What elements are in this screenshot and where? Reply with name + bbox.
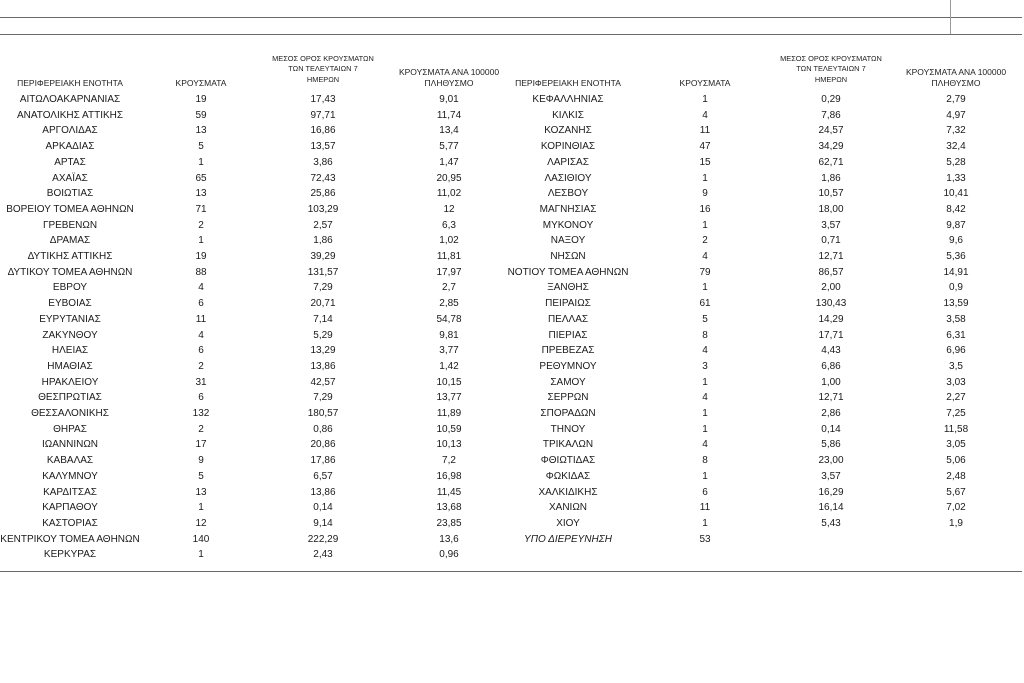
cell-avg7-right: 4,43 <box>821 345 841 357</box>
cell-per100k-left: 54,78 <box>436 313 462 325</box>
header-cases-left: ΚΡΟΥΣΜΑΤΑ <box>175 78 227 88</box>
cell-cases-left: 17 <box>195 439 207 451</box>
cell-per100k-left: 11,89 <box>436 408 462 419</box>
cell-cases-left: 31 <box>195 376 207 388</box>
cell-cases-right: 1 <box>702 282 708 294</box>
cell-per100k-left: 2,7 <box>442 282 456 294</box>
cell-cases-left: 13 <box>195 486 207 498</box>
cell-per100k-right: 1,9 <box>949 517 963 529</box>
cell-avg7-left: 17,86 <box>310 455 336 467</box>
cell-avg7-left: 13,29 <box>310 345 336 357</box>
cell-region-right: ΡΕΘΥΜΝΟΥ <box>539 360 597 372</box>
cell-per100k-right: 10,41 <box>943 188 969 200</box>
cell-region-right: ΞΑΝΘΗΣ <box>547 282 589 294</box>
cell-cases-right: 8 <box>702 455 708 467</box>
cell-avg7-left: 9,14 <box>313 517 333 529</box>
cell-region-left: ΑΡΤΑΣ <box>54 156 86 168</box>
cell-avg7-right: 0,71 <box>821 235 841 247</box>
cell-cases-left: 88 <box>195 266 207 278</box>
cell-cases-left: 12 <box>195 517 207 529</box>
cell-avg7-left: 131,57 <box>307 266 339 278</box>
cell-avg7-right: 6,86 <box>821 360 841 372</box>
cell-avg7-left: 0,86 <box>313 423 333 435</box>
cell-per100k-left: 1,42 <box>439 360 459 372</box>
cell-cases-right: 11 <box>699 502 711 514</box>
cell-avg7-right: 3,57 <box>821 219 841 231</box>
cell-region-left: ΕΥΡΥΤΑΝΙΑΣ <box>39 313 101 325</box>
cell-per100k-left: 5,77 <box>439 141 459 153</box>
cell-per100k-right: 9,87 <box>946 219 966 231</box>
cell-avg7-right: 62,71 <box>818 156 844 168</box>
cell-region-right: ΤΡΙΚΑΛΩΝ <box>542 439 594 451</box>
cell-per100k-left: 1,47 <box>439 156 459 168</box>
cell-per100k-left: 1,02 <box>439 235 459 247</box>
cell-avg7-right: 5,86 <box>821 439 841 451</box>
cell-region-right: ΚΙΛΚΙΣ <box>552 109 584 121</box>
cell-per100k-right: 4,97 <box>946 109 966 121</box>
cell-avg7-left: 16,86 <box>310 125 336 137</box>
cell-region-right: ΝΗΣΩΝ <box>550 251 586 262</box>
right-edge-divider <box>950 0 951 34</box>
cell-per100k-left: 10,15 <box>436 376 462 388</box>
cell-per100k-right: 3,03 <box>946 376 966 388</box>
header-avg7-left-line1: ΜΕΣΟΣ ΟΡΟΣ ΚΡΟΥΣΜΑΤΩΝ <box>272 54 374 63</box>
cell-per100k-right: 8,42 <box>946 203 966 215</box>
header-per100k-left-line1: ΚΡΟΥΣΜΑΤΑ ΑΝΑ 100000 <box>398 67 500 77</box>
cell-avg7-left: 103,29 <box>307 203 339 215</box>
cell-region-left: ΚΕΝΤΡΙΚΟΥ ΤΟΜΕΑ ΑΘΗΝΩΝ <box>0 533 140 545</box>
cell-per100k-right: 2,27 <box>946 392 966 404</box>
cell-cases-right: 4 <box>702 345 708 357</box>
cell-cases-left: 2 <box>198 423 204 435</box>
cell-per100k-left: 3,77 <box>439 345 459 357</box>
cell-region-right: ΠΡΕΒΕΖΑΣ <box>541 345 595 357</box>
cell-region-left: ΔΡΑΜΑΣ <box>49 235 91 247</box>
cell-region-left: ΒΟΡΕΙΟΥ ΤΟΜΕΑ ΑΘΗΝΩΝ <box>6 203 134 215</box>
cell-cases-right: 4 <box>702 251 708 262</box>
cell-per100k-right: 5,36 <box>946 251 966 262</box>
cell-avg7-left: 6,57 <box>313 470 333 482</box>
cell-avg7-left: 7,29 <box>313 392 333 404</box>
cell-per100k-right: 11,58 <box>943 423 969 435</box>
cell-region-right: ΚΕΦΑΛΛΗΝΙΑΣ <box>532 94 604 105</box>
cell-region-left: ΘΕΣΠΡΩΤΙΑΣ <box>38 392 102 404</box>
header-avg7-right <box>780 54 882 85</box>
cell-cases-right: 1 <box>702 408 708 419</box>
cell-per100k-left: 6,3 <box>442 219 456 231</box>
cell-per100k-left: 11,74 <box>436 109 462 121</box>
cell-region-right: ΧΑΛΚΙΔΙΚΗΣ <box>538 486 598 498</box>
cell-region-right: ΧΑΝΙΩΝ <box>548 502 588 514</box>
cell-region-right: ΝΑΞΟΥ <box>550 235 586 247</box>
cell-avg7-right: 16,14 <box>818 502 844 514</box>
cell-cases-left: 4 <box>198 282 204 294</box>
cell-per100k-left: 17,97 <box>436 266 462 278</box>
cell-per100k-left: 2,85 <box>439 298 459 310</box>
cell-avg7-right: 2,00 <box>821 282 841 294</box>
cell-avg7-right: 16,29 <box>818 486 844 498</box>
header-per100k-left-line2: ΠΛΗΘΥΣΜΟ <box>424 78 474 88</box>
cell-region-right: ΠΕΙΡΑΙΩΣ <box>545 298 591 310</box>
cell-per100k-right: 5,28 <box>946 156 966 168</box>
cell-per100k-left: 11,02 <box>436 188 462 200</box>
cell-avg7-right: 1,00 <box>821 376 841 388</box>
cell-avg7-right: 18,00 <box>818 203 844 215</box>
cell-cases-right: 9 <box>702 188 708 200</box>
cell-avg7-left: 7,14 <box>313 313 333 325</box>
cell-avg7-right: 2,86 <box>821 408 841 419</box>
cell-cases-left: 132 <box>192 408 210 419</box>
cell-per100k-right: 2,79 <box>946 94 966 105</box>
cell-per100k-right: 6,96 <box>946 345 966 357</box>
cell-region-left: ΗΛΕΙΑΣ <box>51 345 89 357</box>
table-bottom-line <box>0 571 1022 572</box>
cell-cases-left: 9 <box>198 455 204 467</box>
cell-region-left: ΑΡΚΑΔΙΑΣ <box>45 141 95 153</box>
cell-region-right: ΚΟΡΙΝΘΙΑΣ <box>540 141 596 153</box>
cell-avg7-left: 1,86 <box>313 235 333 247</box>
cell-cases-left: 1 <box>198 156 204 168</box>
cell-region-left: ΗΡΑΚΛΕΙΟΥ <box>41 376 99 388</box>
cell-region-right: ΛΑΣΙΘΙΟΥ <box>544 172 592 184</box>
cell-avg7-right: 14,29 <box>818 313 844 325</box>
cell-avg7-left: 17,43 <box>310 94 336 105</box>
cell-cases-left: 65 <box>195 172 207 184</box>
cell-region-right: ΛΕΣΒΟΥ <box>547 188 589 200</box>
cell-per100k-right: 0,9 <box>949 282 963 294</box>
cell-cases-right: 1 <box>702 423 708 435</box>
cell-region-left: ΗΜΑΘΙΑΣ <box>47 360 93 372</box>
cell-region-right: ΦΘΙΩΤΙΔΑΣ <box>540 455 596 467</box>
cell-avg7-right: 5,43 <box>821 517 841 529</box>
cell-per100k-right: 7,32 <box>946 125 966 137</box>
header-avg7-left-line3: ΗΜΕΡΩΝ <box>306 74 340 84</box>
header-region-left: ΠΕΡΙΦΕΡΕΙΑΚΗ ΕΝΟΤΗΤΑ <box>17 78 123 88</box>
cell-region-left: ΔΥΤΙΚΗΣ ΑΤΤΙΚΗΣ <box>27 251 113 262</box>
cell-per100k-left: 13,68 <box>436 502 462 514</box>
cell-cases-left: 13 <box>195 125 207 137</box>
cell-cases-right: 11 <box>699 125 711 137</box>
cell-avg7-right: 24,57 <box>818 125 844 137</box>
cell-avg7-left: 13,86 <box>310 486 336 498</box>
cell-per100k-left: 13,77 <box>436 392 462 404</box>
cell-per100k-right: 7,25 <box>946 408 966 419</box>
cell-avg7-left: 20,86 <box>310 439 336 451</box>
cell-region-left: ΔΥΤΙΚΟΥ ΤΟΜΕΑ ΑΘΗΝΩΝ <box>7 266 133 278</box>
cell-per100k-left: 23,85 <box>436 517 462 529</box>
cell-region-left: ΑΧΑΪΑΣ <box>52 172 88 184</box>
cell-region-left: ΚΑΣΤΟΡΙΑΣ <box>42 517 98 529</box>
cell-cases-right: 1 <box>702 470 708 482</box>
cell-per100k-left: 10,13 <box>436 439 462 451</box>
cell-region-left: ΚΑΛΥΜΝΟΥ <box>42 470 98 482</box>
cell-region-right: ΣΑΜΟΥ <box>550 376 586 388</box>
cell-region-right: ΜΑΓΝΗΣΙΑΣ <box>539 203 597 215</box>
cell-region-right: ΠΕΛΛΑΣ <box>547 313 589 325</box>
cell-avg7-right: 0,29 <box>821 94 841 105</box>
cell-region-left: ΑΝΑΤΟΛΙΚΗΣ ΑΤΤΙΚΗΣ <box>16 109 124 121</box>
cell-per100k-left: 9,81 <box>439 329 459 341</box>
header-avg7-left-line2: ΤΩΝ ΤΕΛΕΥΤΑΙΩΝ 7 <box>288 64 358 74</box>
cell-avg7-left: 72,43 <box>310 172 336 184</box>
cell-avg7-right: 10,57 <box>818 188 844 200</box>
cell-region-left: ΓΡΕΒΕΝΩΝ <box>42 219 98 231</box>
header-per100k-right <box>906 67 1006 89</box>
cell-cases-left: 59 <box>195 109 207 121</box>
cell-cases-right: 1 <box>702 172 708 184</box>
cell-cases-left: 13 <box>195 188 207 200</box>
cell-cases-left: 71 <box>195 203 207 215</box>
cell-region-right: ΛΑΡΙΣΑΣ <box>547 156 589 168</box>
header-region-right: ΠΕΡΙΦΕΡΕΙΑΚΗ ΕΝΟΤΗΤΑ <box>515 78 621 88</box>
cell-avg7-right: 23,00 <box>818 455 844 467</box>
cell-per100k-left: 13,4 <box>439 125 459 137</box>
cell-per100k-left: 10,59 <box>436 423 462 435</box>
header-per100k-left <box>399 67 499 89</box>
cell-cases-left: 140 <box>192 533 210 545</box>
cell-region-right: ΦΩΚΙΔΑΣ <box>545 470 591 482</box>
cell-avg7-left: 3,86 <box>313 156 333 168</box>
cell-per100k-left: 0,96 <box>439 549 459 561</box>
cell-per100k-right: 14,91 <box>943 266 969 278</box>
header-per100k-right-line2: ΠΛΗΘΥΣΜΟ <box>931 78 981 88</box>
cell-per100k-right: 32,4 <box>946 141 966 153</box>
cell-region-left: ΕΒΡΟΥ <box>52 282 88 294</box>
cell-avg7-left: 97,71 <box>310 109 336 121</box>
cell-cases-right: 2 <box>702 235 708 247</box>
cell-region-right: ΚΟΖΑΝΗΣ <box>544 125 592 137</box>
header-avg7-left <box>272 54 374 85</box>
cell-region-right: ΣΕΡΡΩΝ <box>547 392 589 404</box>
header-avg7-right-line3: ΗΜΕΡΩΝ <box>814 74 848 84</box>
cell-avg7-right: 17,71 <box>818 329 844 341</box>
cell-region-right: ΤΗΝΟΥ <box>550 423 586 435</box>
cell-region-left: ΘΗΡΑΣ <box>53 423 87 435</box>
cell-cases-right: 1 <box>702 517 708 529</box>
cell-per100k-left: 13,6 <box>439 533 459 545</box>
cell-per100k-right: 3,05 <box>946 439 966 451</box>
cell-avg7-left: 180,57 <box>307 408 339 419</box>
cell-cases-right: 1 <box>702 219 708 231</box>
cell-per100k-right: 5,67 <box>946 486 966 498</box>
cell-per100k-right: 6,31 <box>946 329 966 341</box>
cell-region-right: ΜΥΚΟΝΟΥ <box>542 219 594 231</box>
cell-avg7-left: 13,86 <box>310 360 336 372</box>
cell-per100k-left: 12 <box>443 203 455 215</box>
cell-cases-left: 2 <box>198 219 204 231</box>
cell-cases-left: 6 <box>198 392 204 404</box>
cell-region-left: ΚΕΡΚΥΡΑΣ <box>43 549 97 561</box>
cell-per100k-left: 11,45 <box>436 486 462 498</box>
cell-avg7-left: 7,29 <box>313 282 333 294</box>
cell-per100k-left: 7,2 <box>442 455 456 467</box>
cell-avg7-left: 2,57 <box>313 219 333 231</box>
cell-avg7-left: 5,29 <box>313 329 333 341</box>
cell-cases-right: 3 <box>702 360 708 372</box>
cell-per100k-right: 3,58 <box>946 313 966 325</box>
cell-cases-left: 11 <box>195 313 207 325</box>
cell-per100k-left: 11,81 <box>436 251 462 262</box>
cell-region-left: ΕΥΒΟΙΑΣ <box>48 298 92 310</box>
cell-avg7-left: 42,57 <box>310 376 336 388</box>
cell-avg7-right: 1,86 <box>821 172 841 184</box>
cell-cases-left: 6 <box>198 298 204 310</box>
cell-region-left: ΚΑΒΑΛΑΣ <box>46 455 94 467</box>
cell-per100k-right: 9,6 <box>949 235 963 247</box>
cell-cases-left: 1 <box>198 235 204 247</box>
cell-avg7-left: 2,43 <box>313 549 333 561</box>
cell-cases-left: 2 <box>198 360 204 372</box>
cell-avg7-right: 12,71 <box>818 392 844 404</box>
cell-cases-left: 5 <box>198 141 204 153</box>
cell-avg7-left: 222,29 <box>307 533 339 545</box>
cell-avg7-left: 20,71 <box>310 298 336 310</box>
cell-region-left: ΖΑΚΥΝΘΟΥ <box>42 329 98 341</box>
cell-cases-right: 61 <box>699 298 711 310</box>
cell-avg7-left: 39,29 <box>310 251 336 262</box>
top-border-line <box>0 17 1022 18</box>
cell-region-right: ΝΟΤΙΟΥ ΤΟΜΕΑ ΑΘΗΝΩΝ <box>507 266 629 278</box>
header-avg7-right-line1: ΜΕΣΟΣ ΟΡΟΣ ΚΡΟΥΣΜΑΤΩΝ <box>780 54 882 63</box>
cell-per100k-left: 9,01 <box>439 94 459 105</box>
cell-cases-right: 4 <box>702 439 708 451</box>
cell-cases-left: 19 <box>195 251 207 262</box>
cell-cases-right: 4 <box>702 392 708 404</box>
cell-cases-right: 1 <box>702 94 708 105</box>
cell-region-left: ΘΕΣΣΑΛΟΝΙΚΗΣ <box>31 408 109 419</box>
header-top-line <box>0 34 1022 35</box>
cell-per100k-right: 3,5 <box>949 360 963 372</box>
cell-avg7-right: 0,14 <box>821 423 841 435</box>
cell-avg7-right: 3,57 <box>821 470 841 482</box>
cell-cases-right: 6 <box>702 486 708 498</box>
cell-avg7-left: 0,14 <box>313 502 333 514</box>
cell-per100k-left: 16,98 <box>436 470 462 482</box>
cell-cases-left: 4 <box>198 329 204 341</box>
cell-avg7-right: 86,57 <box>818 266 844 278</box>
cell-cases-right: 16 <box>699 203 711 215</box>
cell-cases-left: 1 <box>198 502 204 514</box>
cell-cases-right: 8 <box>702 329 708 341</box>
cell-cases-right: 53 <box>699 533 711 545</box>
cell-cases-left: 19 <box>195 94 207 105</box>
cell-region-left: ΑΙΤΩΛΟΑΚΑΡΝΑΝΙΑΣ <box>19 94 121 105</box>
cell-avg7-right: 34,29 <box>818 141 844 153</box>
cell-region-left: ΚΑΡΔΙΤΣΑΣ <box>43 486 97 498</box>
cell-region-left: ΚΑΡΠΑΘΟΥ <box>42 502 98 514</box>
cell-region-left: ΒΟΙΩΤΙΑΣ <box>46 188 94 200</box>
cell-region-right: ΣΠΟΡΑΔΩΝ <box>540 408 596 419</box>
cell-per100k-right: 5,06 <box>946 455 966 467</box>
cell-avg7-right: 130,43 <box>815 298 847 310</box>
cell-region-left: ΙΩΑΝΝΙΝΩΝ <box>41 439 99 451</box>
cell-cases-left: 6 <box>198 345 204 357</box>
header-per100k-right-line1: ΚΡΟΥΣΜΑΤΑ ΑΝΑ 100000 <box>905 67 1007 77</box>
cell-region-left: ΑΡΓΟΛΙΔΑΣ <box>42 125 98 137</box>
cell-avg7-right: 12,71 <box>818 251 844 262</box>
cell-per100k-right: 2,48 <box>946 470 966 482</box>
cell-region-right: ΥΠΟ ΔΙΕΡΕΥΝΗΣΗ <box>524 533 612 545</box>
cell-avg7-left: 13,57 <box>310 141 336 153</box>
header-cases-right: ΚΡΟΥΣΜΑΤΑ <box>679 78 731 88</box>
cell-region-right: ΠΙΕΡΙΑΣ <box>548 329 588 341</box>
cell-cases-right: 79 <box>699 266 711 278</box>
cell-per100k-right: 13,59 <box>943 298 969 310</box>
cell-per100k-right: 7,02 <box>946 502 966 514</box>
cell-cases-right: 47 <box>699 141 711 153</box>
cell-avg7-right: 7,86 <box>821 109 841 121</box>
cell-cases-right: 15 <box>699 156 711 168</box>
cell-per100k-right: 1,33 <box>946 172 966 184</box>
header-avg7-right-line2: ΤΩΝ ΤΕΛΕΥΤΑΙΩΝ 7 <box>796 64 866 74</box>
cell-cases-left: 1 <box>198 549 204 561</box>
cell-cases-right: 4 <box>702 109 708 121</box>
cell-cases-left: 5 <box>198 470 204 482</box>
cell-avg7-left: 25,86 <box>310 188 336 200</box>
cell-per100k-left: 20,95 <box>436 172 462 184</box>
cell-cases-right: 1 <box>702 376 708 388</box>
cell-region-right: ΧΙΟΥ <box>556 517 580 529</box>
cell-cases-right: 5 <box>702 313 708 325</box>
